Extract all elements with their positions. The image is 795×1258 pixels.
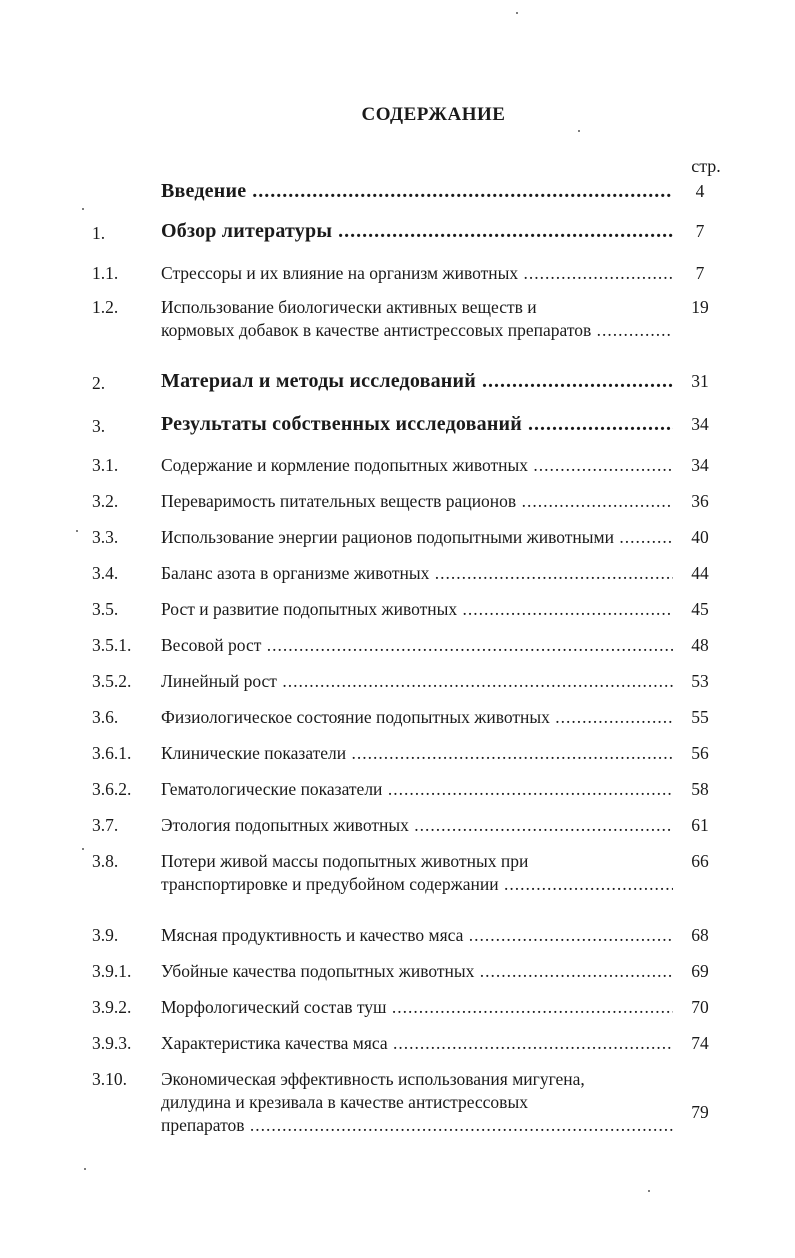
toc-entry-title xyxy=(161,634,673,657)
toc-entry-page: 68 xyxy=(691,925,709,945)
toc-entry-title-line: Убойные качества подопытных животных ..... xyxy=(161,960,673,983)
toc-entry-page: 48 xyxy=(691,635,709,655)
toc-entry-title xyxy=(161,180,673,203)
toc-entry-title-line: Содержание и кормление подопытных животных ..... xyxy=(161,454,673,477)
toc-entry-page: 70 xyxy=(691,997,709,1017)
toc-entry-title-line: Стрессоры и их влияние на организм животных ..... xyxy=(161,262,673,285)
toc-entry-title xyxy=(161,996,673,1019)
toc-entry-page: 7 xyxy=(695,221,705,241)
page-column-label: стр. xyxy=(691,156,721,176)
toc-entry-title xyxy=(161,262,673,285)
toc-entry-title xyxy=(161,490,673,513)
toc-entry-title xyxy=(161,706,673,729)
toc-entry-title-line: Весовой рост ..... xyxy=(161,634,673,657)
toc-entry-title-line: Материал и методы исследований ..... xyxy=(161,370,673,393)
toc-entry-title-line: препаратов ..... xyxy=(161,1114,673,1137)
toc-entry-title xyxy=(161,924,673,947)
toc-entry-title xyxy=(161,814,673,837)
toc-entry-page: 69 xyxy=(691,961,709,981)
toc-entry-page: 4 xyxy=(695,181,705,201)
toc-entry-number: 3.3. xyxy=(92,527,119,547)
toc-entry-title xyxy=(161,1032,673,1055)
toc-entry-number: 3.6. xyxy=(92,707,119,727)
toc-entry-title-line: Баланс азота в организме животных ..... xyxy=(161,562,673,585)
toc-entry-title xyxy=(161,1068,673,1137)
toc-entry-title-line: Потери живой массы подопытных животных при xyxy=(161,851,529,871)
toc-entry-page: 79 xyxy=(691,1102,709,1122)
toc-entry-title xyxy=(161,778,673,801)
toc-entry-title xyxy=(161,526,673,549)
toc-entry-number: 3.4. xyxy=(92,563,119,583)
toc-entry-title-line: Переваримость питательных веществ рационов ..... xyxy=(161,490,673,513)
toc-entry-title-line: Введение ..... xyxy=(161,180,673,203)
toc-entry-page: 61 xyxy=(691,815,709,835)
toc-entry-title-line: Результаты собственных исследований ..... xyxy=(161,413,673,436)
toc-entry-title-line: Использование биологически активных веществ и xyxy=(161,297,537,317)
toc-entry-number: 3.1. xyxy=(92,455,119,475)
toc-entry-title xyxy=(161,413,673,436)
toc-entry-title xyxy=(161,670,673,693)
toc-entry-page: 56 xyxy=(691,743,709,763)
toc-entry-number: 3. xyxy=(92,416,106,436)
toc-entry-number: 2. xyxy=(92,373,106,393)
toc-entry-number: 1. xyxy=(92,223,106,243)
toc-entry-number: 3.2. xyxy=(92,491,119,511)
toc-entry-title-line: Морфологический состав туш ..... xyxy=(161,996,673,1019)
toc-entry-title-line: Мясная продуктивность и качество мяса ..... xyxy=(161,924,673,947)
toc-entry-title-line: Характеристика качества мяса ..... xyxy=(161,1032,673,1055)
toc-entry-page: 66 xyxy=(691,851,709,871)
page-title: СОДЕРЖАНИЕ xyxy=(361,104,506,125)
toc-entry-title-line: Использование энергии рационов подопытными животными ..... xyxy=(161,526,673,549)
toc-entry-page: 53 xyxy=(691,671,709,691)
toc-entry-title-line: дилудина и крезивала в качестве антистрессовых xyxy=(161,1092,528,1112)
toc-entry-title xyxy=(161,370,673,393)
toc-entry-title-line: Обзор литературы ..... xyxy=(161,220,673,243)
toc-entry-number: 3.7. xyxy=(92,815,119,835)
toc-entry-number: 3.9. xyxy=(92,925,119,945)
toc-entry-title xyxy=(161,562,673,585)
toc-entry-title xyxy=(161,296,673,342)
toc-entry-page: 19 xyxy=(691,297,709,317)
toc-entry-number: 3.9.3. xyxy=(92,1033,132,1053)
toc-entry-title xyxy=(161,220,673,243)
toc-entry-title-line: Этология подопытных животных ..... xyxy=(161,814,673,837)
toc-entry-page: 44 xyxy=(691,563,709,583)
toc-entry-page: 40 xyxy=(691,527,709,547)
toc-entry-page: 45 xyxy=(691,599,709,619)
toc-entry-number: 3.8. xyxy=(92,851,119,871)
toc-entry-number: 3.5.1. xyxy=(92,635,132,655)
toc-entry-number: 3.9.2. xyxy=(92,997,132,1017)
toc-entry-number: 3.9.1. xyxy=(92,961,132,981)
toc-entry-title-line: Физиологическое состояние подопытных животных ..... xyxy=(161,706,673,729)
toc-entry-title-line: транспортировке и предубойном содержании ..... xyxy=(161,873,673,896)
toc-entry-number: 3.10. xyxy=(92,1069,127,1089)
toc-entry-title-line: Гематологические показатели ..... xyxy=(161,778,673,801)
toc-entry-title xyxy=(161,960,673,983)
toc-entry-page: 55 xyxy=(691,707,709,727)
toc-entry-title xyxy=(161,850,673,896)
toc-entry-title-line: Клинические показатели ..... xyxy=(161,742,673,765)
toc-entry-title xyxy=(161,598,673,621)
toc-entry-title xyxy=(161,454,673,477)
toc-entry-number: 1.1. xyxy=(92,263,119,283)
toc-entry-page: 7 xyxy=(695,263,705,283)
toc-entry-number: 1.2. xyxy=(92,297,119,317)
toc-entry-page: 34 xyxy=(691,414,709,434)
toc-entry-page: 74 xyxy=(691,1033,709,1053)
toc-entry-page: 58 xyxy=(691,779,709,799)
toc-entry-title-line: Линейный рост ..... xyxy=(161,670,673,693)
toc-entry-page: 34 xyxy=(691,455,709,475)
toc-entry-title-line: Рост и развитие подопытных животных ..... xyxy=(161,598,673,621)
toc-entry-page: 36 xyxy=(691,491,709,511)
toc-entry-number: 3.6.1. xyxy=(92,743,132,763)
toc-entry-title-line: Экономическая эффективность использования мигугена, xyxy=(161,1069,585,1089)
toc-entry-number: 3.5. xyxy=(92,599,119,619)
toc-entry-page: 31 xyxy=(691,371,709,391)
toc-entry-number: 3.5.2. xyxy=(92,671,132,691)
toc-entry-title xyxy=(161,742,673,765)
toc-entry-number: 3.6.2. xyxy=(92,779,132,799)
toc-entry-title-line: кормовых добавок в качестве антистрессовых препаратов ..... xyxy=(161,319,673,342)
